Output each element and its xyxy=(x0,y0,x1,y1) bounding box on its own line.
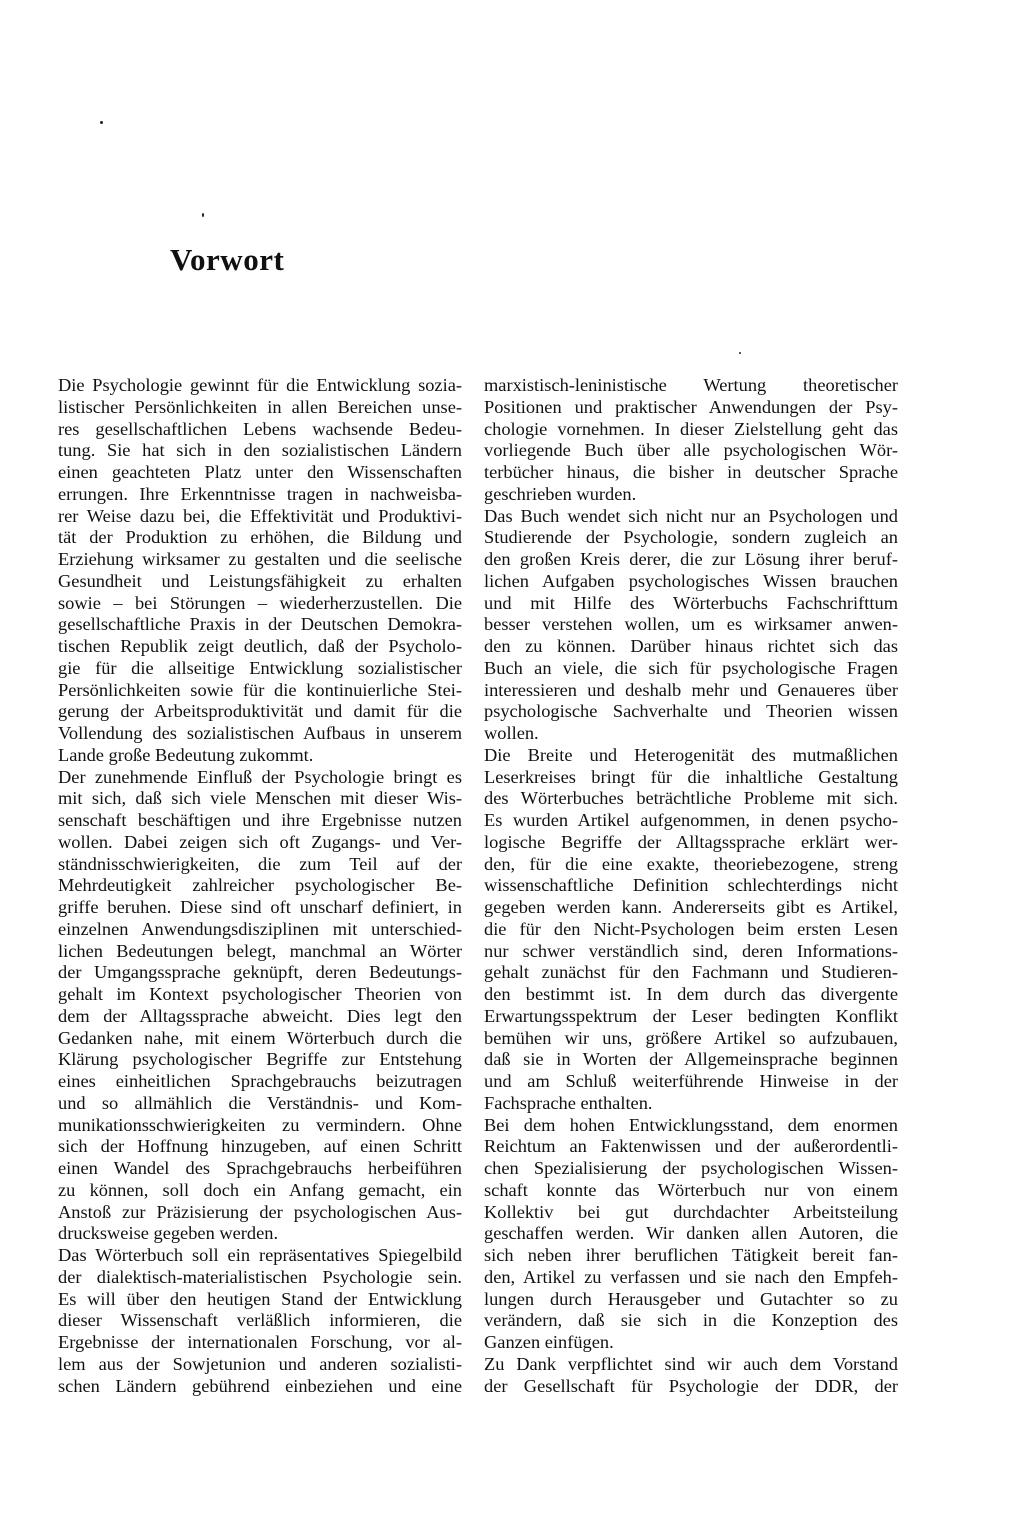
text-line: mit sich, daß sich viele Menschen mit dieser Wis- xyxy=(58,788,462,809)
text-line: Vollendung des sozialistischen Aufbaus in unserem xyxy=(58,723,462,743)
text-line: Ergebnisse der internationalen Forschung, vor al- xyxy=(58,1332,462,1352)
text-line: lem aus der Sowjetunion und anderen sozialisti- xyxy=(58,1353,462,1374)
text-line: Positionen und praktischer Anwendungen der Psy- xyxy=(484,396,898,417)
text-line: dem der Alltagssprache abweicht. Dies legt den xyxy=(58,1005,462,1026)
text-line: munikationsschwierigkeiten zu vermindern. Ohne xyxy=(58,1114,462,1135)
text-line: besser verstehen wollen, um es wirksamer anwen- xyxy=(484,614,898,635)
text-line: und mit Hilfe des Wörterbuchs Fachschrifttum xyxy=(484,592,898,613)
print-speck xyxy=(202,213,204,217)
text-line: des Wörterbuches beträchtliche Probleme mit sich. xyxy=(484,788,898,809)
print-speck xyxy=(100,121,103,124)
text-line: listischer Persönlichkeiten in allen Bereichen unse- xyxy=(58,396,462,417)
text-line: Der zunehmende Einfluß der Psychologie bringt es xyxy=(58,766,462,787)
text-line: wissenschaftliche Definition schlechterdings nicht xyxy=(484,875,898,896)
text-line: Erziehung wirksamer zu gestalten und die seelische xyxy=(58,549,462,569)
text-line: Buch an viele, die sich für psychologische Fragen xyxy=(484,657,898,678)
text-line: gegeben werden kann. Andererseits gibt es Artikel, xyxy=(484,897,898,917)
text-line: psychologische Sachverhalte und Theorien wissen xyxy=(484,701,898,722)
text-line: wollen. xyxy=(484,723,539,743)
text-line: Es wurden Artikel aufgenommen, in denen psycho- xyxy=(484,810,898,830)
text-line: terbücher hinaus, die bisher in deutscher Sprache xyxy=(484,462,898,482)
text-line: Gesundheit und Leistungsfähigkeit zu erhalten xyxy=(58,570,462,591)
text-line: Leserkreises bringt für die inhaltliche Gestaltung xyxy=(484,766,898,787)
text-line: zu können, soll doch ein Anfang gemacht, ein xyxy=(58,1179,462,1200)
text-line: senschaft beschäftigen und ihre Ergebnisse nutzen xyxy=(58,810,462,830)
text-line: chologie vornehmen. In dieser Zielstellung geht das xyxy=(484,418,898,439)
text-line: Reichtum an Faktenwissen und der außerordentli- xyxy=(484,1136,898,1157)
text-line: Ganzen einfügen. xyxy=(484,1332,614,1352)
text-line: schen Ländern gebührend einbeziehen und eine xyxy=(58,1375,462,1396)
print-speck xyxy=(739,352,741,354)
text-line: gesellschaftliche Praxis in der Deutschen Demokra- xyxy=(58,614,462,635)
text-line: tischen Republik zeigt deutlich, daß der Psycholo- xyxy=(58,636,462,656)
text-line: ständnisschwierigkeiten, die zum Teil auf der xyxy=(58,853,462,874)
text-line: einen geachteten Platz unter den Wissenschaften xyxy=(58,462,462,482)
text-line: schaft konnte das Wörterbuch nur von einem xyxy=(484,1179,898,1200)
text-line: errungen. Ihre Erkenntnisse tragen in nachweisba- xyxy=(58,483,462,504)
text-line: sich neben ihrer beruflichen Tätigkeit bereit fan- xyxy=(484,1245,898,1265)
text-line: und am Schluß weiterführende Hinweise in der xyxy=(484,1071,898,1091)
text-line: einen Wandel des Sprachgebrauchs herbeiführen xyxy=(58,1158,462,1178)
text-line: dieser Wissenschaft verläßlich informieren, die xyxy=(58,1310,462,1331)
text-line: vorliegende Buch über alle psychologischen Wör- xyxy=(484,440,898,461)
text-line: der dialektisch-materialistischen Psychologie sein. xyxy=(58,1266,462,1287)
text-line: bemühen wir uns, größere Artikel so aufzubauen, xyxy=(484,1027,898,1048)
text-line: Die Breite und Heterogenität des mutmaßlichen xyxy=(484,744,898,765)
text-line: Erwartungsspektrum der Leser bedingten Konflikt xyxy=(484,1005,898,1026)
text-line: drucksweise gegeben werden. xyxy=(58,1223,279,1244)
text-line: daß sie in Worten der Allgemeinsprache beginnen xyxy=(484,1049,898,1070)
text-line: gerung der Arbeitsproduktivität und damit für die xyxy=(58,701,462,722)
text-line: geschrieben wurden. xyxy=(484,483,637,504)
text-line: logische Begriffe der Alltagssprache erklärt wer- xyxy=(484,831,898,852)
text-line: einzelnen Anwendungsdisziplinen mit unterschied- xyxy=(58,918,462,939)
text-line: interessieren und deshalb mehr und Genaueres über xyxy=(484,679,898,700)
text-line: lungen durch Herausgeber und Gutachter so zu xyxy=(484,1288,898,1309)
text-line: die für den Nicht-Psychologen beim ersten Lesen xyxy=(484,918,898,939)
text-line: rer Weise dazu bei, die Effektivität und Produktivi- xyxy=(58,505,462,526)
page-title: Vorwort xyxy=(170,242,285,277)
text-line: der Gesellschaft für Psychologie der DDR, der xyxy=(484,1375,898,1396)
text-line: Lande große Bedeutung zukommt. xyxy=(58,744,314,765)
text-line: Die Psychologie gewinnt für die Entwicklung sozia- xyxy=(58,375,462,395)
text-line: Bei dem hohen Entwicklungsstand, dem enormen xyxy=(484,1114,898,1135)
text-line: Das Buch wendet sich nicht nur an Psychologen und xyxy=(484,505,898,526)
text-line: lichen Bedeutungen belegt, manchmal an Wörter xyxy=(58,940,462,961)
right-text-column xyxy=(484,375,898,1397)
text-line: Anstoß zur Präzisierung der psychologischen Aus- xyxy=(58,1201,462,1222)
text-line: Zu Dank verpflichtet sind wir auch dem Vorstand xyxy=(484,1353,898,1374)
text-line: sowie – bei Störungen – wiederherzustellen. Die xyxy=(58,592,462,613)
text-line: den, Artikel zu verfassen und sie nach den Empfeh- xyxy=(484,1266,898,1287)
text-line: lichen Aufgaben psychologisches Wissen brauchen xyxy=(484,570,898,591)
text-line: wollen. Dabei zeigen sich oft Zugangs- und Ver- xyxy=(58,831,462,852)
text-line: res gesellschaftlichen Lebens wachsende Bedeu- xyxy=(58,418,462,439)
text-line: Das Wörterbuch soll ein repräsentatives Spiegelbild xyxy=(58,1245,462,1265)
text-line: den zu können. Darüber hinaus richtet sich das xyxy=(484,636,898,656)
text-line: Klärung psychologischer Begriffe zur Entstehung xyxy=(58,1049,462,1070)
text-line: verändern, daß sie sich in die Konzeption des xyxy=(484,1310,898,1331)
text-line: Studierende der Psychologie, sondern zugleich an xyxy=(484,527,898,548)
text-line: marxistisch-leninistische Wertung theoretischer xyxy=(484,375,898,395)
text-line: gie für die allseitige Entwicklung sozialistischer xyxy=(58,657,462,678)
text-line: tät der Produktion zu erhöhen, die Bildung und xyxy=(58,527,462,548)
text-line: den großen Kreis derer, die zur Lösung ihrer beruf- xyxy=(484,549,898,569)
text-line: gehalt zunächst für den Fachmann und Studieren- xyxy=(484,962,898,983)
left-text-column xyxy=(58,375,462,1397)
text-line: nur schwer verständlich sind, deren Informations- xyxy=(484,940,898,961)
text-line: griffe beruhen. Diese sind oft unscharf definiert, in xyxy=(58,897,462,917)
text-line: sich der Hoffnung hinzugeben, auf einen Schritt xyxy=(58,1136,462,1157)
text-line: Mehrdeutigkeit zahlreicher psychologischer Be- xyxy=(58,875,462,896)
text-line: gehalt im Kontext psychologischer Theorien von xyxy=(58,984,462,1004)
text-line: Gedanken nahe, mit einem Wörterbuch durch die xyxy=(58,1027,462,1048)
text-line: eines einheitlichen Sprachgebrauchs beizutragen xyxy=(58,1071,462,1091)
text-line: der Umgangssprache geknüpft, deren Bedeutungs- xyxy=(58,962,462,983)
text-line: Es will über den heutigen Stand der Entwicklung xyxy=(58,1288,462,1309)
text-line: tung. Sie hat sich in den sozialistischen Ländern xyxy=(58,440,462,461)
text-line: Fachsprache enthalten. xyxy=(484,1092,653,1113)
text-line: geschaffen werden. Wir danken allen Autoren, die xyxy=(484,1223,898,1244)
text-line: Persönlichkeiten sowie für die kontinuierliche Stei- xyxy=(58,679,462,700)
text-line: und so allmählich die Verständnis- und Kom- xyxy=(58,1092,462,1113)
text-line: den bestimmt ist. In dem durch das divergente xyxy=(484,984,898,1004)
text-line: den, für die eine exakte, theoriebezogene, streng xyxy=(484,853,898,874)
text-line: chen Spezialisierung der psychologischen Wissen- xyxy=(484,1158,898,1178)
text-line: Kollektiv bei gut durchdachter Arbeitsteilung xyxy=(484,1201,898,1222)
